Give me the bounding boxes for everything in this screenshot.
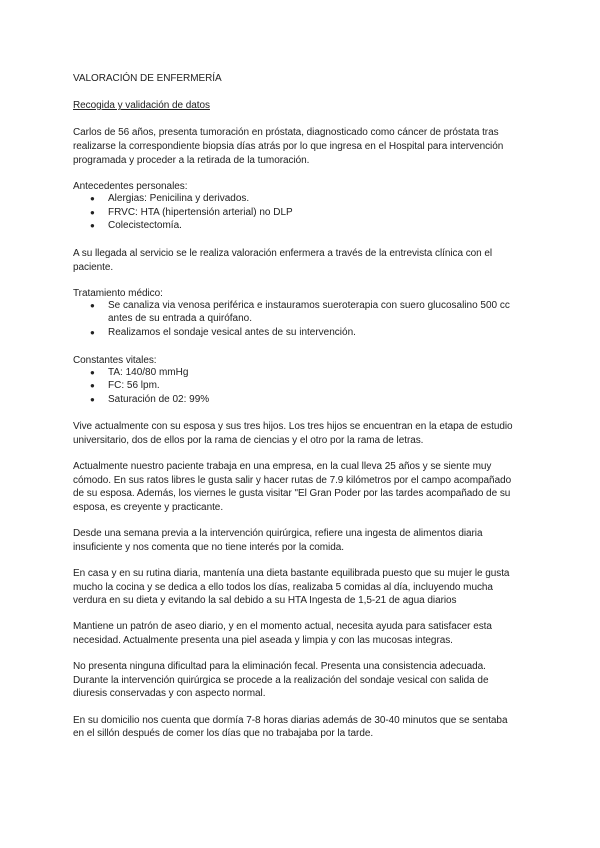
paragraph-line: cómodo. En sus ratos libres le gusta salir y hacer rutas de 7.9 kilómetros por el campo acompañado (73, 475, 512, 486)
llegada-line: A su llegada al servicio se le realiza valoración enfermera a través de la entrevista clínica con el (73, 248, 493, 259)
bullet-icon: ● (90, 395, 95, 404)
bullet-icon: ● (90, 368, 95, 377)
paragraph-line: en el sillón después de comer los días que no trabajaba por la tarde. (73, 728, 374, 739)
intro-line: Carlos de 56 años, presenta tumoración en próstata, diagnosticado como cáncer de próstata tras (73, 127, 499, 138)
bullet-icon: ● (90, 328, 95, 337)
tratamiento-item-cont: antes de su entrada a quirófano. (108, 313, 252, 324)
paragraph-line: de su esposa. Además, los viernes le gusta visitar "El Gran Poder por las tardes acompañado de su (73, 488, 511, 499)
paragraph-line: universitario, dos de ellos por la rama de ciencias y el otro por la rama de letras. (73, 435, 424, 446)
llegada-line: paciente. (73, 262, 114, 273)
antecedentes-heading: Antecedentes personales: (73, 181, 188, 192)
constantes-item: FC: 56 lpm. (108, 380, 160, 391)
paragraph-line: mucho la cocina y se dedica a ello todos los días, realizaba 5 comidas al día, incluyendo mucha (73, 582, 493, 593)
paragraph-line: En casa y en su rutina diaria, mantenía una dieta bastante equilibrada puesto que su mujer le gusta (73, 568, 510, 579)
constantes-item: TA: 140/80 mmHg (108, 367, 189, 378)
paragraph-line: Durante la intervención quirúrgica se procede a la realización del sondaje vesical con salida de (73, 675, 489, 686)
bullet-icon: ● (90, 194, 95, 203)
bullet-icon: ● (90, 381, 95, 390)
intro-line: realizarse la correspondiente biopsia días atrás por lo que ingresa en el Hospital para intervención (73, 141, 504, 152)
tratamiento-item: Se canaliza via venosa periférica e instauramos sueroterapia con suero glucosalino 500 cc (108, 300, 510, 311)
paragraph-line: diuresis conservadas y con aspecto normal. (73, 688, 266, 699)
constantes-heading: Constantes vitales: (73, 355, 157, 366)
paragraph-line: Desde una semana previa a la intervención quirúrgica, refiere una ingesta de alimentos diaria (73, 528, 483, 539)
paragraph-line: necesidad. Actualmente presenta una piel aseada y limpia y con las mucosas integras. (73, 635, 453, 646)
antecedentes-item: FRVC: HTA (hipertensión arterial) no DLP (108, 207, 293, 218)
constantes-item: Saturación de 02: 99% (108, 394, 210, 405)
paragraph-line: En su domicilio nos cuenta que dormía 7-8 horas diarias además de 30-40 minutos que se sentaba (73, 715, 508, 726)
section-heading: Recogida y validación de datos (73, 100, 210, 111)
bullet-icon: ● (90, 301, 95, 310)
antecedentes-item: Alergias: Penicilina y derivados. (108, 193, 250, 204)
paragraph-line: insuficiente y nos comenta que no tiene interés por la comida. (73, 542, 344, 553)
paragraph-line: Vive actualmente con su esposa y sus tres hijos. Los tres hijos se encuentran en la etapa de estudio (73, 421, 513, 432)
document-title: VALORACIÓN DE ENFERMERÍA (73, 73, 222, 84)
paragraph-line: esposa, es creyente y practicante. (73, 502, 224, 513)
bullet-icon: ● (90, 221, 95, 230)
paragraph-line: verdura en su dieta y evitando la sal debido a su HTA Ingesta de 1,5-21 de agua diarios (73, 595, 457, 606)
paragraph-line: No presenta ninguna dificultad para la eliminación fecal. Presenta una consistencia adecuada. (73, 661, 486, 672)
tratamiento-item: Realizamos el sondaje vesical antes de su intervención. (108, 327, 356, 338)
antecedentes-item: Colecistectomía. (108, 220, 182, 231)
paragraph-line: Mantiene un patrón de aseo diario, y en el momento actual, necesita ayuda para satisfacer esta (73, 621, 492, 632)
tratamiento-heading: Tratamiento médico: (73, 288, 163, 299)
paragraph-line: Actualmente nuestro paciente trabaja en una empresa, en la cual lleva 25 años y se siente muy (73, 461, 492, 472)
intro-line: programada y proceder a la retirada de la tumoración. (73, 155, 310, 166)
bullet-icon: ● (90, 208, 95, 217)
